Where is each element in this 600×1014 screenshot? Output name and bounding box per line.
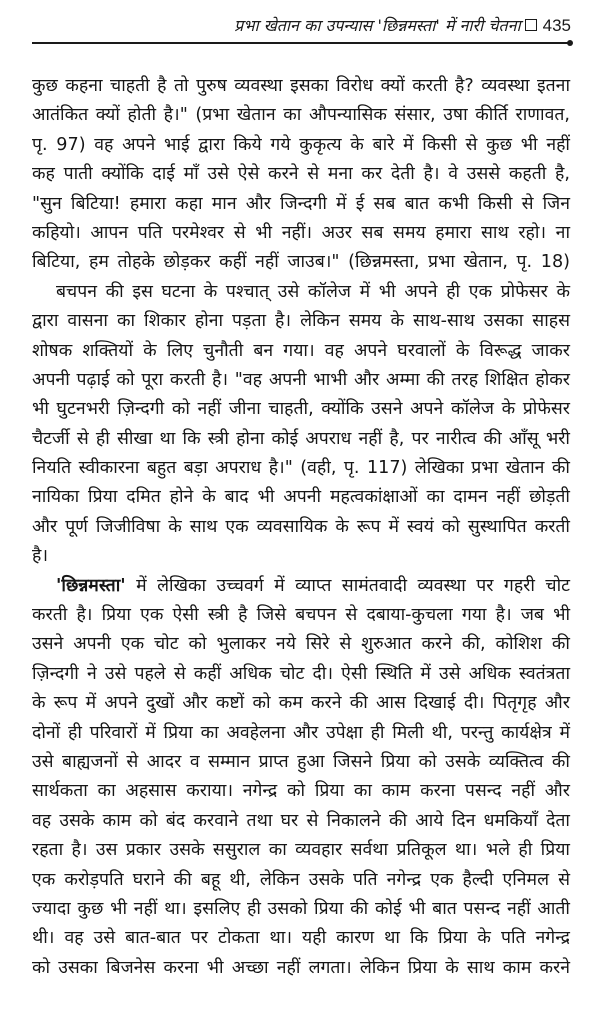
page-number: 435 [542,16,571,35]
text-line: उसे बाह्यजनों से आदर व सम्मान प्राप्त हुआ जिसने प्रिया को उसके व्यक्तित्व की [32,751,570,772]
running-header [32,14,571,38]
text-line: द्वारा वासना का शिकार होना पड़ता है। लेकिन समय के साथ-साथ उसका साहस [32,311,570,332]
text-line: शोषक शक्तियों के लिए चुनौती बन गया। वह अपने घरवालों के विरूद्ध जाकर [32,340,570,361]
text-line: पृ. 97) वह अपने भाई द्वारा किये गये कुकृत्य के बारे में किसी से कुछ भी नहीं [32,134,570,155]
body-text [32,72,570,983]
text-line: कह पाती क्योंकि दाई माँ उसे ऐसे करने से मना कर देती है। वे उससे कहती है, [32,164,570,185]
text-line: रहता है। उस प्रकार उसके ससुराल का व्यवहार सर्वथा प्रतिकूल था। भले ही प्रिया [32,840,570,861]
text-line: को उसका बिजनेस करना भी अच्छा नहीं लगता। लेकिन प्रिया के साथ काम करने [32,957,570,978]
text-line: थी। वह उसे बात-बात पर टोकता था। यही कारण था कि प्रिया के पति नगेन्द्र [32,928,570,949]
text-line: ज्यादा कुछ भी नहीं था। इसलिए ही उसको प्रिया की कोई भी बात पसन्द नहीं आती [32,898,570,919]
running-title: प्रभा खेतान का उपन्यास 'छिन्नमस्ता' में नारी चेतना [234,16,521,35]
text-line: भी घुटनभरी ज़िन्दगी को नहीं जीना चाहती, क्योंकि उसने अपने कॉलेज के प्रोफेसर [32,399,570,420]
text-line: करती है। प्रिया एक ऐसी स्त्री है जिसे बचपन से दबाया-कुचला गया है। जब भी [32,605,570,626]
bold-novel-title: 'छिन्नमस्ता' [56,575,126,596]
text-line: एक करोड़पति घराने की बहू थी, लेकिन उसके पति नगेन्द्र एक हैल्दी एनिमल से [32,869,570,890]
text-line: उसने अपनी एक चोट को भुलाकर नये सिरे से शुरुआत करने की, कोशिश की [32,634,570,655]
text-span: में लेखिका उच्चवर्ग में व्याप्त सामंतवादी व्यवस्था पर गहरी चोट [136,575,570,596]
header-rule [32,42,570,44]
square-bullet-icon [525,19,537,31]
text-line: सार्थकता का अहसास कराया। नगेन्द्र को प्रिया का काम करना पसन्द नहीं और [32,781,570,802]
text-line: आतंकित क्यों होती है।" (प्रभा खेतान का औपन्यासिक संसार, उषा कीर्ति राणावत, [32,105,570,126]
text-line: चैटर्जी से ही सीखा था कि स्त्री होना कोई अपराध नहीं है, पर नारीत्व की आँसू भरी [32,428,570,449]
text-line: नियति स्वीकारना बहुत बड़ा अपराध है।" (वही, पृ. 117) लेखिका प्रभा खेतान की [32,458,570,479]
text-line: है। [32,546,49,567]
text-line: कहियो। आपन पति परमेश्वर से भी नहीं। अउर सब समय हमारा साथ रहो। ना [32,222,570,243]
text-line: कुछ कहना चाहती है तो पुरुष व्यवस्था इसका विरोध क्यों करती है? व्यवस्था इतना [32,76,570,96]
text-line: के रूप में अपने दुखों और कष्टों को कम करने की आस दिखाई दी। पितृगृह और [32,693,570,714]
paragraph-start-line [32,572,570,601]
text-line: बिटिया, हम तोहके छोड़कर कहीं नहीं जाउब।" (छिन्नमस्ता, प्रभा खेतान, पृ. 18) [32,252,570,273]
text-line: "सुन बिटिया! हमारा कहा मान और जिन्दगी में ई सब बात कभी किसी से जिन [32,193,570,214]
text-line: ज़िन्दगी ने उसे पहले से कहीं अधिक चोट दी। ऐसी स्थिति में उसे अधिक स्वतंत्रता [32,663,570,684]
rule-end-dot-icon [567,40,573,46]
text-line: वह उसके काम को बंद करवाने तथा घर से निकालने की आये दिन धमकियाँ देता [32,810,570,831]
text-line: दोनों ही परिवारों में प्रिया का अवहेलना और उपेक्षा ही मिली थी, परन्तु कार्यक्षेत्र में [32,722,570,743]
text-line: नायिका प्रिया दमित होने के बाद भी अपनी महत्वकांक्षाओं का दामन नहीं छोड़ती [32,487,570,508]
paragraph-start-line: बचपन की इस घटना के पश्चात् उसे कॉलेज में भी अपने ही एक प्रोफेसर के [56,281,570,302]
text-line: अपनी पढ़ाई को पूरा करती है। "वह अपनी भाभी और अम्मा की तरह शिक्षित होकर [32,369,570,390]
text-line: और पूर्ण जिजीविषा के साथ एक व्यवसायिक के रूप में स्वयं को सुस्थापित करती [32,516,570,537]
